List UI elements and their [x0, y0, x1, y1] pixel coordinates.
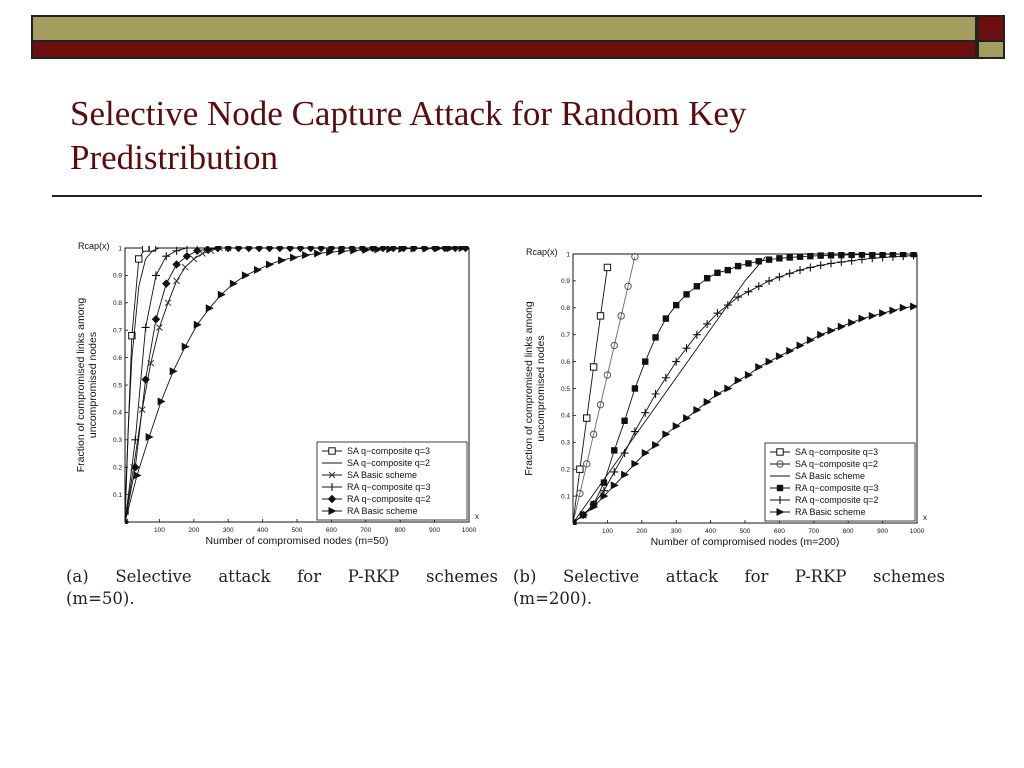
chart-a-ytick-label: 0.8: [112, 300, 122, 308]
chart-b-corner-label: Rcap(x): [526, 247, 558, 257]
header-square-olive: [977, 40, 1005, 59]
caption-b-line2-text: (m=200).: [513, 589, 593, 608]
chart-b-plot: [523, 247, 927, 548]
caption-a: [66, 566, 498, 588]
chart-a-legend-0-marker: [329, 448, 335, 454]
chart-b-xtick-label: 300: [670, 528, 682, 535]
chart-b-series-0-point: [584, 415, 590, 421]
chart-b-legend-0-marker: [777, 449, 783, 455]
chart-a-y-axis-label: [75, 298, 99, 473]
chart-b-series-3-point: [838, 252, 844, 258]
chart-b-series-3-point: [683, 291, 689, 297]
chart-b-series-3-point: [704, 275, 710, 281]
chart-a-xtick-label: 600: [325, 527, 337, 534]
chart-b-series-0-point: [604, 264, 610, 270]
chart-b-y-axis-label-line2: uncompromised nodes: [535, 335, 547, 442]
chart-a-legend: [317, 442, 467, 520]
chart-b-series-3-point: [725, 267, 731, 273]
chart-b-series-3-point: [776, 255, 782, 261]
caption-b-second: [513, 588, 945, 610]
chart-b-xtick-label: 500: [739, 528, 751, 535]
chart-a-x-axis-label: Number of compromised nodes (m=50): [205, 535, 389, 547]
chart-a-xtick-label: 700: [360, 527, 372, 534]
chart-a: [72, 238, 492, 556]
chart-b-series-3-point: [756, 258, 762, 264]
chart-b-series-3-point: [766, 256, 772, 262]
chart-b-series-0-point: [590, 364, 596, 370]
chart-a-legend-5-label: RA Basic scheme: [347, 506, 418, 516]
chart-b-ytick-label: 0.6: [560, 358, 570, 366]
header-bar-olive: [31, 15, 977, 42]
chart-b-ytick-label: 1: [566, 251, 570, 259]
chart-b-ytick-label: 0.4: [560, 412, 570, 420]
chart-a-ytick-label: 0.2: [112, 464, 122, 472]
chart-a-xtick-label: 500: [291, 527, 303, 534]
chart-b-series-3-point: [601, 479, 607, 485]
chart-a-legend-3-label: RA q−composite q=3: [347, 482, 431, 492]
chart-a-ytick-label: 0.5: [112, 382, 122, 390]
chart-b-series-3-point: [735, 263, 741, 269]
chart-b-legend-2-label: SA Basic scheme: [795, 471, 866, 481]
chart-b-series-3-point: [611, 447, 617, 453]
chart-b-legend-1-label: SA q−composite q=2: [795, 459, 879, 469]
chart-b-series-3-point: [652, 334, 658, 340]
chart-b-x-axis-end-label: x: [923, 513, 927, 522]
chart-b-series-3-point: [817, 252, 823, 258]
chart-b-legend: [765, 443, 915, 521]
chart-a-ytick-label: 0.1: [112, 491, 122, 499]
chart-a-ytick-label: 0.3: [112, 437, 122, 445]
chart-a-xtick-label: 300: [222, 527, 234, 534]
header-bar-maroon: [31, 40, 977, 59]
chart-b-legend-3-marker: [777, 485, 783, 491]
chart-b-xtick-label: 900: [877, 528, 889, 535]
chart-a-y-axis-label-line2: uncompromised nodes: [87, 331, 99, 439]
chart-a-ytick-label: 0.7: [112, 327, 122, 335]
chart-a-xtick-label: 1000: [461, 527, 477, 534]
chart-b-legend-0-label: SA q−composite q=3: [795, 447, 879, 457]
chart-b-series-3-point: [621, 418, 627, 424]
chart-b-xtick-label: 1000: [909, 528, 925, 535]
chart-b-ytick-label: 0.2: [560, 466, 570, 474]
chart-b: [518, 246, 938, 556]
chart-b-series-3-point: [714, 270, 720, 276]
chart-b-series-3-point: [694, 283, 700, 289]
chart-b-ytick-label: 0.7: [560, 332, 570, 339]
chart-b-ytick-label: 0.3: [560, 439, 570, 447]
chart-a-ytick-label: 0.6: [112, 354, 122, 362]
header-square-maroon: [977, 15, 1005, 42]
chart-a-xtick-label: 400: [257, 527, 269, 534]
chart-a-xtick-label: 200: [188, 527, 200, 534]
chart-b-series-3-point: [673, 302, 679, 308]
chart-b-series-0-point: [597, 313, 603, 319]
chart-a-x-axis-end-label: x: [475, 512, 479, 521]
chart-a-corner-label: Rcap(x): [78, 241, 110, 251]
caption-b-line1: (b) Selective attack for P-RKP schemes: [513, 567, 945, 586]
chart-b-y-axis-label: [523, 301, 547, 476]
chart-a-legend-1-label: SA q−composite q=2: [347, 458, 431, 468]
chart-b-series-3-point: [745, 260, 751, 266]
chart-b-xtick-label: 100: [601, 528, 613, 535]
chart-b-series-3-point: [828, 252, 834, 258]
caption-a-second: [66, 588, 498, 610]
chart-a-y-axis-label-line1: Fraction of compromised links among: [75, 297, 87, 473]
chart-a-series-0-point: [142, 245, 148, 251]
chart-a-plot: [75, 241, 479, 547]
chart-b-xtick-label: 600: [773, 528, 785, 535]
chart-b-legend-5-label: RA Basic scheme: [795, 507, 866, 517]
chart-b-xtick-label: 800: [842, 528, 854, 535]
chart-b-series-3-point: [807, 253, 813, 259]
caption-a-line2-text: (m=50).: [66, 589, 135, 608]
chart-b-legend-3-label: RA q−composite q=3: [795, 483, 879, 493]
chart-a-xtick-label: 800: [394, 527, 406, 534]
chart-a-ytick-label: 1: [118, 245, 122, 253]
chart-a-legend-4-label: RA q−composite q=2: [347, 494, 431, 504]
caption-a-line1: (a) Selective attack for P-RKP schemes: [66, 567, 498, 586]
chart-b-y-axis-label-line1: Fraction of compromised links among: [523, 301, 535, 476]
chart-a-xtick-label: 100: [153, 527, 165, 534]
chart-b-x-axis-label: Number of compromised nodes (m=200): [650, 536, 840, 548]
chart-b-series-3-point: [632, 385, 638, 391]
chart-b-series-3-point: [797, 253, 803, 259]
chart-a-legend-2-label: SA Basic scheme: [347, 470, 418, 480]
chart-a-ytick-label: 0.4: [112, 409, 122, 417]
chart-b-series-3-point: [663, 315, 669, 321]
caption-b: [513, 566, 945, 588]
chart-a-xtick-label: 900: [429, 527, 441, 534]
chart-a-ytick-label: 0.9: [112, 272, 122, 280]
title-divider: [52, 195, 982, 197]
slide-title: Selective Node Capture Attack for Random Key Predistribution: [70, 94, 747, 177]
chart-b-ytick-label: 0.9: [560, 278, 570, 286]
chart-b-ytick-label: 0.5: [560, 385, 570, 393]
chart-a-legend-0-label: SA q−composite q=3: [347, 446, 431, 456]
chart-b-xtick-label: 400: [705, 528, 717, 535]
chart-a-series-0-point: [136, 256, 142, 262]
chart-b-series-0-point: [577, 466, 583, 472]
chart-b-legend-4-label: RA q−composite q=2: [795, 495, 879, 505]
chart-b-xtick-label: 700: [808, 528, 820, 535]
chart-b-series-3-point: [642, 358, 648, 364]
chart-b-ytick-label: 0.1: [560, 493, 570, 501]
chart-b-series-3-point: [787, 254, 793, 260]
chart-b-ytick-label: 0.8: [560, 305, 570, 313]
chart-b-xtick-label: 200: [636, 528, 648, 535]
